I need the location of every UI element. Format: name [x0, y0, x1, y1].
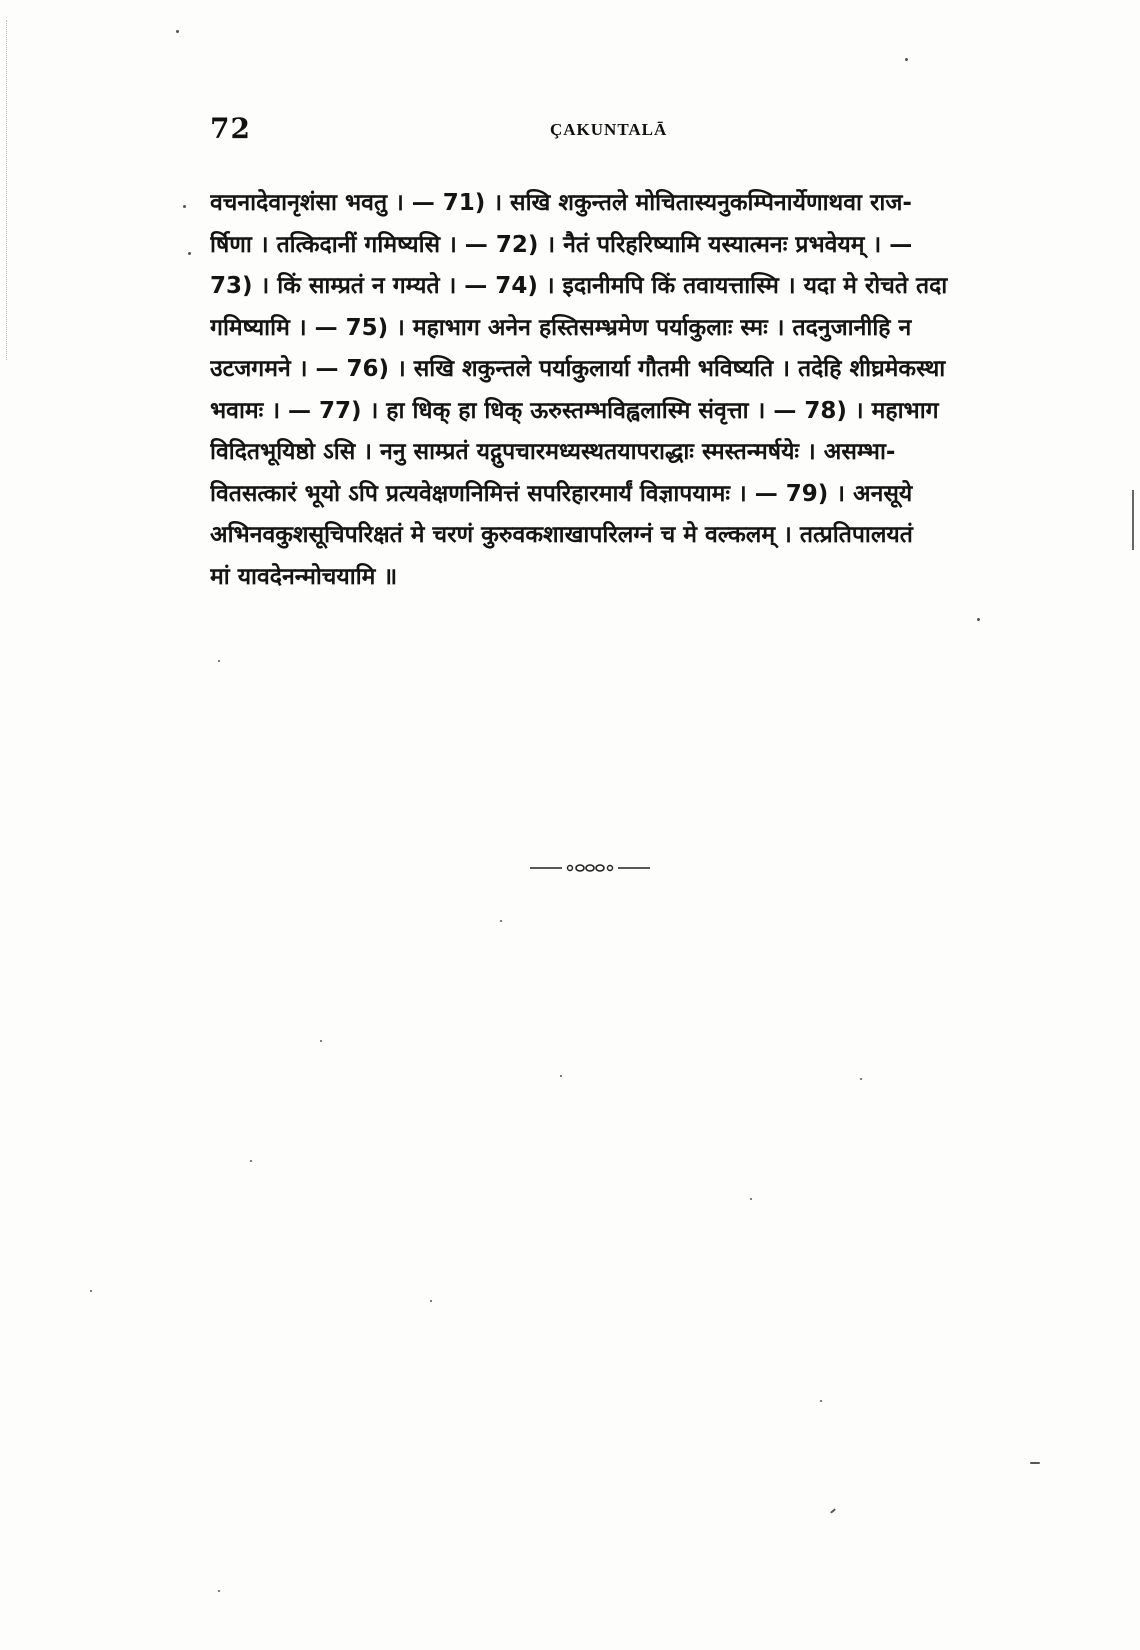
scan-speck	[750, 1198, 752, 1200]
running-title: ÇAKUNTALĀ	[550, 120, 668, 139]
body-text	[210, 183, 1010, 598]
scan-speck	[250, 1160, 252, 1162]
scan-speck	[500, 920, 502, 922]
scan-speck	[977, 618, 980, 621]
scan-speck	[860, 1078, 862, 1080]
scan-speck	[218, 1590, 220, 1592]
text-line: अभिनवकुशसूचिपरिक्षतं मे चरणं कुरुवकशाखापरिलग्नं च मे वल्कलम् । तत्प्रतिपालयतं	[210, 522, 913, 548]
text-line: 73) । किं साम्प्रतं न गम्यते । — 74) । इदानीमपि किं तवायत्तास्मि । यदा मे रोचते तदा	[210, 273, 948, 299]
scan-edge-marks	[6, 20, 11, 360]
text-line: वचनादेवानृशंसा भवतु । — 71) । सखि शकुन्तले मोचितास्यनुकम्पिनार्येणाथवा राज-	[210, 190, 912, 216]
text-line: उटजगमने । — 76) । सखि शकुन्तले पर्याकुलार्या गौतमी भविष्यति । तदेहि शीघ्रमेकस्था	[210, 356, 946, 382]
page-number: 72	[210, 112, 251, 145]
text-line: मां यावदेनन्मोचयामि ॥	[210, 563, 398, 590]
text-line: र्षिणा । तत्किदानीं गमिष्यसि । — 72) । नैतं परिहरिष्यामि यस्यात्मनः प्रभवेयम् । —	[210, 231, 913, 258]
scan-speck	[820, 1400, 822, 1402]
scan-margin-mark	[1132, 490, 1134, 550]
scan-speck	[560, 1075, 562, 1077]
text-line: वितसत्कारं भूयो ऽपि प्रत्यवेक्षणनिमित्तं सपरिहारमार्यं विज्ञापयामः । — 79) । अनसूये	[210, 480, 913, 507]
scan-speck	[90, 1290, 92, 1292]
scan-speck	[905, 58, 908, 61]
scan-speck	[320, 1040, 322, 1042]
text-line: भवामः । — 77) । हा धिक् हा धिक् ऊरुस्तम्भविह्वलास्मि संवृत्ता । — 78) । महाभाग	[210, 397, 939, 424]
section-end-ornament	[530, 860, 650, 876]
scan-speck	[176, 30, 179, 33]
scan-speck	[183, 205, 186, 208]
text-line: विदितभूयिष्ठो ऽसि । ननु साम्प्रतं यद्गुपचारमध्यस्थतयापराद्धाः स्मस्तन्मर्षयेः । असम्भा-	[210, 439, 896, 465]
page-header	[210, 112, 1010, 152]
text-line: गमिष्यामि । — 75) । महाभाग अनेन हस्तिसम्भ्रमेण पर्याकुलाः स्मः । तदनुजानीहि न	[210, 314, 912, 341]
scan-speck	[430, 1300, 432, 1302]
scan-speck	[218, 660, 220, 662]
scan-speck	[1030, 1462, 1040, 1464]
scan-speck	[188, 252, 191, 255]
scan-speck	[830, 1508, 836, 1513]
